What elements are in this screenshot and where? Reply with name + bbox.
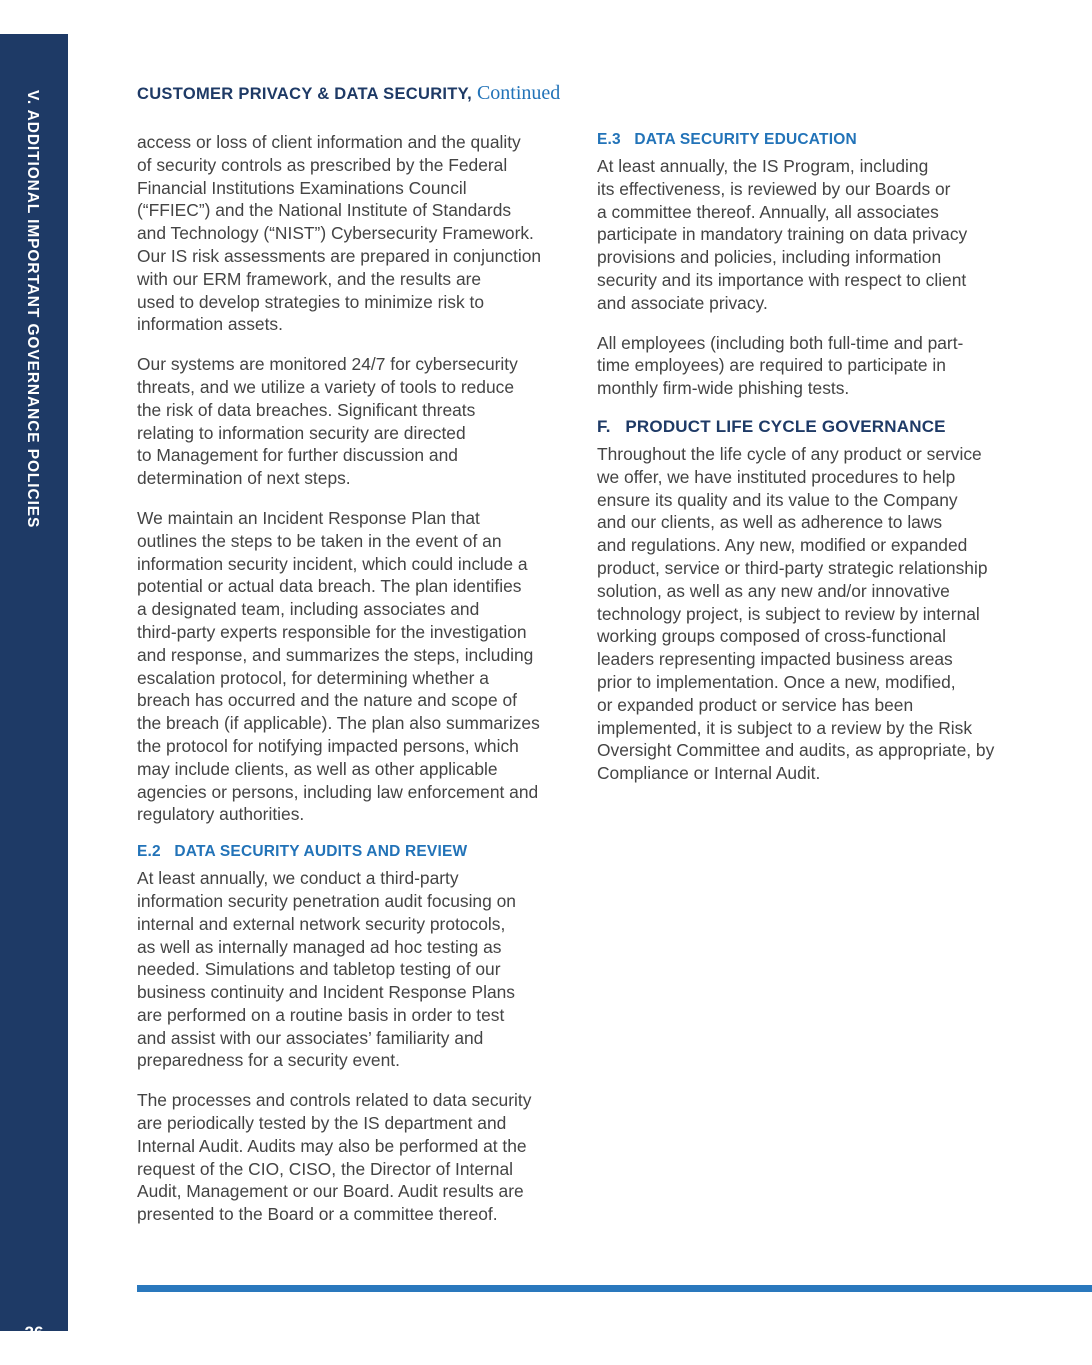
left-column [137,131,573,1243]
page-number: 26 [24,1323,44,1342]
section-title: V. ADDITIONAL IMPORTANT GOVERNANCE POLICIES [24,90,41,529]
paragraph-monitoring: Our systems are monitored 24/7 for cybersecurity threats, and we utilize a variety of tools to reduce the risk of data breaches. Significant threats relating to information security are directed to Management for further discussion and determination of next steps. [137,354,518,489]
header-continued: Continued [476,82,561,104]
heading-e3-education: E.3 DATA SECURITY EDUCATION [597,131,857,148]
paragraph-penetration-audit: At least annually, we conduct a third-party information security penetration audit focusing on internal and external network security protocols, as well as internally managed ad hoc testing as needed. Simulations and tabletop testing of our business continuity and Incident Response Plans are performed on a routine basis in order to test and assist with our associates’ familiarity and preparedness for a security event. [137,868,516,1071]
paragraph-is-program: At least annually, the IS Program, including its effectiveness, is reviewed by our Boards or a committee thereof. Annually, all associates participate in mandatory training on data privacy provisions and policies, including information security and its importance with respect to client and associate privacy. [597,156,968,313]
header-title: CUSTOMER PRIVACY & DATA SECURITY, [137,85,473,103]
right-column [597,131,1033,802]
paragraph-phishing-tests: All employees (including both full-time and part- time employees) are required to participate in monthly firm-wide phishing tests. [597,332,964,399]
page-header [137,82,560,105]
heading-f-product-life-cycle: F. PRODUCT LIFE CYCLE GOVERNANCE [597,416,946,436]
heading-e2-audits: E.2 DATA SECURITY AUDITS AND REVIEW [137,843,468,861]
section-sidebar [0,34,68,1342]
paragraph-risk-assessment: access or loss of client information and the quality of security controls as prescribed by the Federal Financial Institutions Examinations Council (“FFIEC”) and the National Institute of Standards and Technology (“NIST”) Cybersecurity Framework. Our IS risk assessments are prepared in conjunction with our ERM framework, and the results are used to develop strategies to minimize risk to information assets. [137,132,542,335]
bottom-rule [137,1285,1092,1292]
paragraph-product-life-cycle: Throughout the life cycle of any product or service we offer, we have instituted procedures to help ensure its quality and its value to the Company and our clients, as well as adherence to laws and regulations. Any new, modified or expanded product, service or third-party strategic relationship solution, as well as any new and/or innovative technology project, is subject to review by internal working groups composed of cross-functional leaders representing impacted business areas prior to implementation. Once a new, modified, or expanded product or service has been implemented, it is subject to a review by the Risk Oversight Committee and audits, as appropriate, by Compliance or Internal Audit. [597,443,995,784]
paragraph-incident-response: We maintain an Incident Response Plan that outlines the steps to be taken in the event of an information security incident, which could include a potential or actual data breach. The plan identifies a designated team, including associates and third-party experts responsible for the investigation and response, and summarizes the steps, including escalation protocol, for determining whether a breach has occurred and the nature and scope of the breach (if applicable). The plan also summarizes the protocol for notifying impacted persons, which may include clients, as well as other applicable agencies or persons, including law enforcement and regulatory authorities. [137,507,540,825]
paragraph-controls-testing: The processes and controls related to data security are periodically tested by the IS department and Internal Audit. Audits may also be performed at the request of the CIO, CISO, the Director of Internal Audit, Management or our Board. Audit results are presented to the Board or a committee thereof. [137,1090,532,1225]
